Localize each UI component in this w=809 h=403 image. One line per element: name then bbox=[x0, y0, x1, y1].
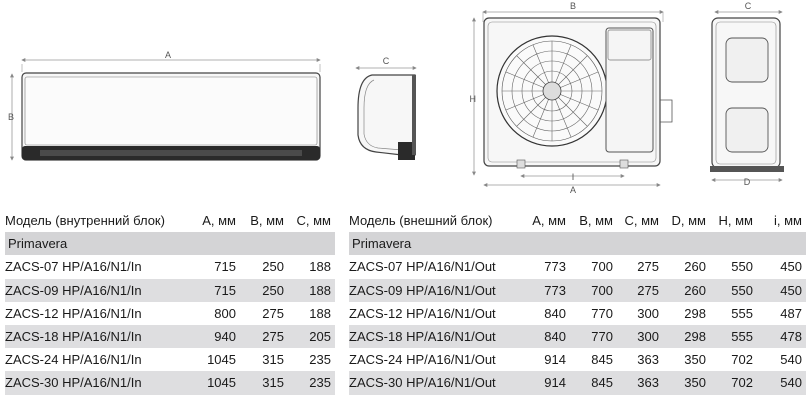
series-row bbox=[349, 232, 806, 255]
column-header-h: H, мм bbox=[718, 213, 753, 229]
value-cell: 188 bbox=[309, 305, 331, 321]
model-cell: ZACS-07 HP/A16/N1/Out bbox=[349, 259, 496, 275]
model-cell: ZACS-12 HP/A16/N1/Out bbox=[349, 305, 496, 321]
value-cell: 250 bbox=[262, 259, 284, 275]
column-header-b: B, мм bbox=[250, 213, 284, 229]
model-cell: ZACS-12 HP/A16/N1/In bbox=[5, 305, 142, 321]
model-cell: ZACS-30 HP/A16/N1/Out bbox=[349, 371, 522, 394]
value-cell: 914 bbox=[544, 352, 566, 368]
value-cell: 770 bbox=[591, 305, 613, 321]
table-row bbox=[349, 279, 806, 302]
value-cell: 702 bbox=[710, 371, 757, 394]
outdoor-unit-side-drawing bbox=[710, 1, 784, 187]
value-cell: 478 bbox=[757, 325, 806, 348]
value-cell: 315 bbox=[262, 352, 284, 368]
value-cell: 300 bbox=[637, 305, 659, 321]
value-cell: 298 bbox=[684, 305, 706, 321]
value-cell: 363 bbox=[617, 371, 663, 394]
table-row bbox=[5, 371, 335, 394]
value-cell: 205 bbox=[288, 325, 335, 348]
value-cell: 298 bbox=[663, 325, 710, 348]
value-cell: 773 bbox=[522, 279, 570, 302]
value-cell: 450 bbox=[757, 279, 806, 302]
indoor-unit-side-drawing bbox=[356, 56, 416, 160]
value-cell: 260 bbox=[663, 279, 710, 302]
table-row bbox=[349, 255, 806, 278]
value-cell: 715 bbox=[191, 279, 240, 302]
table-row bbox=[5, 325, 335, 348]
value-cell: 1045 bbox=[191, 371, 240, 394]
value-cell: 1045 bbox=[207, 352, 236, 368]
outdoor-dimensions-table bbox=[349, 209, 806, 395]
value-cell: 350 bbox=[663, 371, 710, 394]
value-cell: 315 bbox=[240, 371, 288, 394]
outdoor-front-dim-i: I bbox=[571, 172, 575, 182]
table-row bbox=[5, 302, 335, 325]
column-header-i: i, мм bbox=[774, 213, 802, 229]
outdoor-side-dim-c: C bbox=[744, 1, 752, 11]
value-cell: 702 bbox=[731, 352, 753, 368]
value-cell: 914 bbox=[522, 371, 570, 394]
model-cell: ZACS-07 HP/A16/N1/In bbox=[5, 259, 142, 275]
value-cell: 188 bbox=[288, 279, 335, 302]
value-cell: 275 bbox=[637, 259, 659, 275]
model-cell: ZACS-18 HP/A16/N1/In bbox=[5, 325, 191, 348]
value-cell: 845 bbox=[570, 371, 617, 394]
model-cell: ZACS-09 HP/A16/N1/In bbox=[5, 279, 191, 302]
outdoor-front-dim-b: B bbox=[569, 1, 577, 11]
value-cell: 487 bbox=[780, 305, 802, 321]
value-cell: 540 bbox=[780, 352, 802, 368]
model-cell: ZACS-24 HP/A16/N1/Out bbox=[349, 352, 496, 368]
outdoor-front-dim-h: H bbox=[469, 94, 476, 104]
value-cell: 300 bbox=[617, 325, 663, 348]
value-cell: 275 bbox=[617, 279, 663, 302]
value-cell: 275 bbox=[240, 325, 288, 348]
value-cell: 770 bbox=[570, 325, 617, 348]
table-header-row bbox=[5, 209, 335, 232]
value-cell: 555 bbox=[710, 325, 757, 348]
outdoor-unit-front-drawing bbox=[470, 1, 673, 195]
value-cell: 260 bbox=[684, 259, 706, 275]
indoor-front-dim-a: A bbox=[164, 50, 172, 60]
indoor-dimensions-table bbox=[5, 209, 335, 395]
column-header-a: A, мм bbox=[202, 213, 236, 229]
column-header-c: C, мм bbox=[624, 213, 659, 229]
value-cell: 350 bbox=[684, 352, 706, 368]
model-cell: ZACS-09 HP/A16/N1/Out bbox=[349, 279, 522, 302]
value-cell: 235 bbox=[309, 352, 331, 368]
model-cell: ZACS-24 HP/A16/N1/In bbox=[5, 352, 142, 368]
value-cell: 715 bbox=[214, 259, 236, 275]
column-header-c: C, мм bbox=[296, 213, 331, 229]
table-row bbox=[5, 255, 335, 278]
outdoor-front-dim-a: A bbox=[569, 185, 577, 195]
table-row bbox=[5, 279, 335, 302]
series-name: Primavera bbox=[349, 232, 806, 255]
indoor-front-dim-b: B bbox=[7, 112, 14, 122]
table-row bbox=[5, 348, 335, 371]
model-cell: ZACS-30 HP/A16/N1/In bbox=[5, 371, 191, 394]
value-cell: 700 bbox=[570, 279, 617, 302]
indoor-side-dim-c: C bbox=[382, 56, 390, 66]
value-cell: 700 bbox=[591, 259, 613, 275]
table-header-row bbox=[349, 209, 806, 232]
value-cell: 840 bbox=[522, 325, 570, 348]
model-cell: ZACS-18 HP/A16/N1/Out bbox=[349, 325, 522, 348]
value-cell: 845 bbox=[591, 352, 613, 368]
value-cell: 840 bbox=[544, 305, 566, 321]
column-header-model: Модель (внутренний блок) bbox=[5, 213, 165, 229]
value-cell: 188 bbox=[309, 259, 331, 275]
column-header-b: B, мм bbox=[579, 213, 613, 229]
series-row bbox=[5, 232, 335, 255]
value-cell: 235 bbox=[288, 371, 335, 394]
value-cell: 773 bbox=[544, 259, 566, 275]
table-row bbox=[349, 371, 806, 394]
table-row bbox=[349, 302, 806, 325]
value-cell: 540 bbox=[757, 371, 806, 394]
value-cell: 450 bbox=[780, 259, 802, 275]
table-row bbox=[349, 348, 806, 371]
value-cell: 250 bbox=[240, 279, 288, 302]
series-name: Primavera bbox=[5, 232, 335, 255]
value-cell: 940 bbox=[191, 325, 240, 348]
value-cell: 275 bbox=[262, 305, 284, 321]
outdoor-side-dim-d: D bbox=[743, 177, 751, 187]
column-header-d: D, мм bbox=[671, 213, 706, 229]
column-header-a: A, мм bbox=[532, 213, 566, 229]
value-cell: 550 bbox=[710, 279, 757, 302]
value-cell: 550 bbox=[731, 259, 753, 275]
indoor-unit-front-drawing bbox=[8, 50, 320, 160]
value-cell: 555 bbox=[731, 305, 753, 321]
value-cell: 800 bbox=[214, 305, 236, 321]
value-cell: 363 bbox=[637, 352, 659, 368]
table-row bbox=[349, 325, 806, 348]
column-header-model: Модель (внешний блок) bbox=[349, 213, 493, 229]
